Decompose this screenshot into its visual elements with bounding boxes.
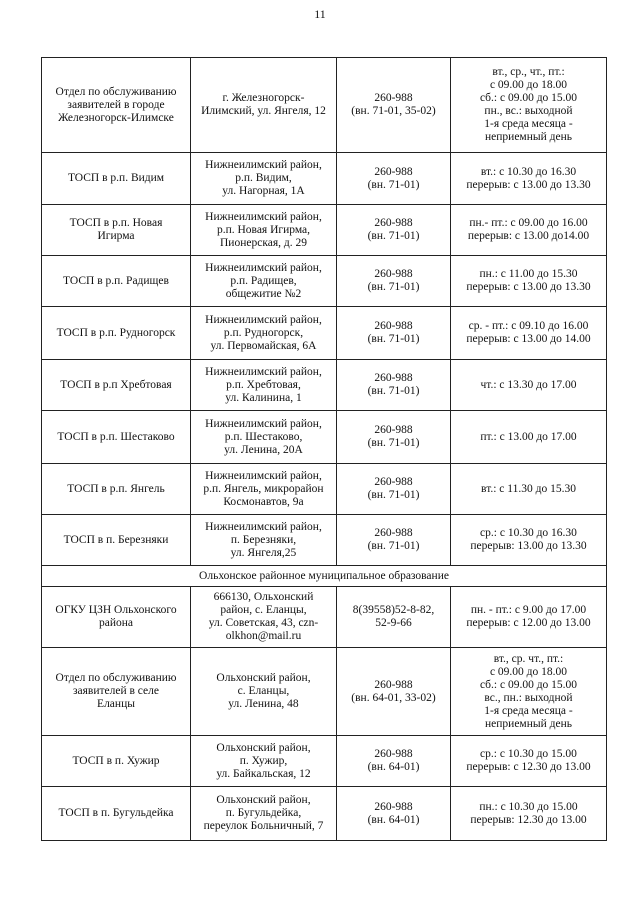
office-name-cell: ТОСП в р.п. Новая Игирма — [42, 205, 191, 256]
phone-cell: 260-988 (вн. 71-01) — [337, 153, 451, 205]
table-row — [42, 648, 607, 736]
table-row — [42, 411, 607, 464]
phone-cell: 260-988 (вн. 71-01) — [337, 205, 451, 256]
address-cell: г. Железногорск- Илимский, ул. Янгеля, 12 — [191, 58, 337, 153]
address-cell: Ольхонский район, п. Хужир, ул. Байкальская, 12 — [191, 736, 337, 787]
hours-cell: пн. - пт.: с 9.00 до 17.00 перерыв: с 12.00 до 13.00 — [451, 587, 607, 648]
office-name-cell: ТОСП в п. Березняки — [42, 515, 191, 566]
hours-cell: вт.: с 11.30 до 15.30 — [451, 464, 607, 515]
hours-cell: ср. - пт.: с 09.10 до 16.00 перерыв: с 13.00 до 14.00 — [451, 307, 607, 360]
hours-cell: пн.: с 11.00 до 15.30 перерыв: с 13.00 до 13.30 — [451, 256, 607, 307]
phone-cell: 260-988 (вн. 71-01) — [337, 515, 451, 566]
hours-cell: вт.: с 10.30 до 16.30 перерыв: с 13.00 до 13.30 — [451, 153, 607, 205]
table-row — [42, 736, 607, 787]
address-cell: Нижнеилимский район, р.п. Хребтовая, ул. Калинина, 1 — [191, 360, 337, 411]
office-name-cell: ТОСП в р.п Хребтовая — [42, 360, 191, 411]
table-row — [42, 153, 607, 205]
office-name-cell: ТОСП в р.п. Шестаково — [42, 411, 191, 464]
office-name-cell: Отдел по обслуживанию заявителей в городе Железногорск-Илимске — [42, 58, 191, 153]
address-cell: Ольхонский район, с. Еланцы, ул. Ленина, 48 — [191, 648, 337, 736]
address-cell: Нижнеилимский район, р.п. Новая Игирма, Пионерская, д. 29 — [191, 205, 337, 256]
office-name-cell: ТОСП в р.п. Радищев — [42, 256, 191, 307]
office-name-cell: ТОСП в р.п. Рудногорск — [42, 307, 191, 360]
table-row — [42, 58, 607, 153]
hours-cell: чт.: с 13.30 до 17.00 — [451, 360, 607, 411]
office-name-cell: ТОСП в п. Хужир — [42, 736, 191, 787]
hours-cell: пт.: с 13.00 до 17.00 — [451, 411, 607, 464]
address-cell: Ольхонский район, п. Бугульдейка, переулок Больничный, 7 — [191, 787, 337, 841]
office-name-cell: ТОСП в р.п. Видим — [42, 153, 191, 205]
hours-cell: вт., ср. чт., пт.: с 09.00 до 18.00 сб.: с 09.00 до 15.00 вс., пн.: выходной 1-я среда месяца - неприемный день — [451, 648, 607, 736]
phone-cell: 260-988 (вн. 71-01) — [337, 360, 451, 411]
phone-cell: 8(39558)52-8-82, 52-9-66 — [337, 587, 451, 648]
office-name-cell: ТОСП в п. Бугульдейка — [42, 787, 191, 841]
office-name-cell: ТОСП в р.п. Янгель — [42, 464, 191, 515]
office-name-cell: ОГКУ ЦЗН Ольхонского района — [42, 587, 191, 648]
section-title: Ольхонское районное муниципальное образование — [42, 566, 607, 587]
hours-cell: пн.: с 10.30 до 15.00 перерыв: 12.30 до 13.00 — [451, 787, 607, 841]
hours-cell: ср.: с 10.30 до 15.00 перерыв: с 12.30 до 13.00 — [451, 736, 607, 787]
phone-cell: 260-988 (вн. 71-01, 35-02) — [337, 58, 451, 153]
table-row — [42, 256, 607, 307]
phone-cell: 260-988 (вн. 64-01, 33-02) — [337, 648, 451, 736]
phone-cell: 260-988 (вн. 71-01) — [337, 256, 451, 307]
table-row — [42, 587, 607, 648]
table-row — [42, 205, 607, 256]
address-cell: Нижнеилимский район, р.п. Радищев, общежитие №2 — [191, 256, 337, 307]
offices-table — [41, 57, 607, 841]
phone-cell: 260-988 (вн. 71-01) — [337, 411, 451, 464]
address-cell: Нижнеилимский район, р.п. Видим, ул. Нагорная, 1А — [191, 153, 337, 205]
table-row — [42, 787, 607, 841]
table-row — [42, 360, 607, 411]
hours-cell: вт., ср., чт., пт.: с 09.00 до 18.00 сб.: с 09.00 до 15.00 пн., вс.: выходной 1-я среда месяца - неприемный день — [451, 58, 607, 153]
address-cell: Нижнеилимский район, р.п. Янгель, микрорайон Космонавтов, 9а — [191, 464, 337, 515]
hours-cell: пн.- пт.: с 09.00 до 16.00 перерыв: с 13.00 до14.00 — [451, 205, 607, 256]
section-row — [42, 566, 607, 587]
address-cell: Нижнеилимский район, р.п. Рудногорск, ул. Первомайская, 6А — [191, 307, 337, 360]
phone-cell: 260-988 (вн. 64-01) — [337, 787, 451, 841]
table-row — [42, 307, 607, 360]
phone-cell: 260-988 (вн. 64-01) — [337, 736, 451, 787]
hours-cell: ср.: с 10.30 до 16.30 перерыв: 13.00 до 13.30 — [451, 515, 607, 566]
phone-cell: 260-988 (вн. 71-01) — [337, 464, 451, 515]
table-row — [42, 464, 607, 515]
page-number: 11 — [314, 7, 326, 21]
phone-cell: 260-988 (вн. 71-01) — [337, 307, 451, 360]
table-row — [42, 515, 607, 566]
address-cell: Нижнеилимский район, п. Березняки, ул. Янгеля,25 — [191, 515, 337, 566]
address-cell: Нижнеилимский район, р.п. Шестаково, ул. Ленина, 20А — [191, 411, 337, 464]
office-name-cell: Отдел по обслуживанию заявителей в селе Еланцы — [42, 648, 191, 736]
address-cell: 666130, Ольхонский район, с. Еланцы, ул. Советская, 43, czn- olkhon@mail.ru — [191, 587, 337, 648]
